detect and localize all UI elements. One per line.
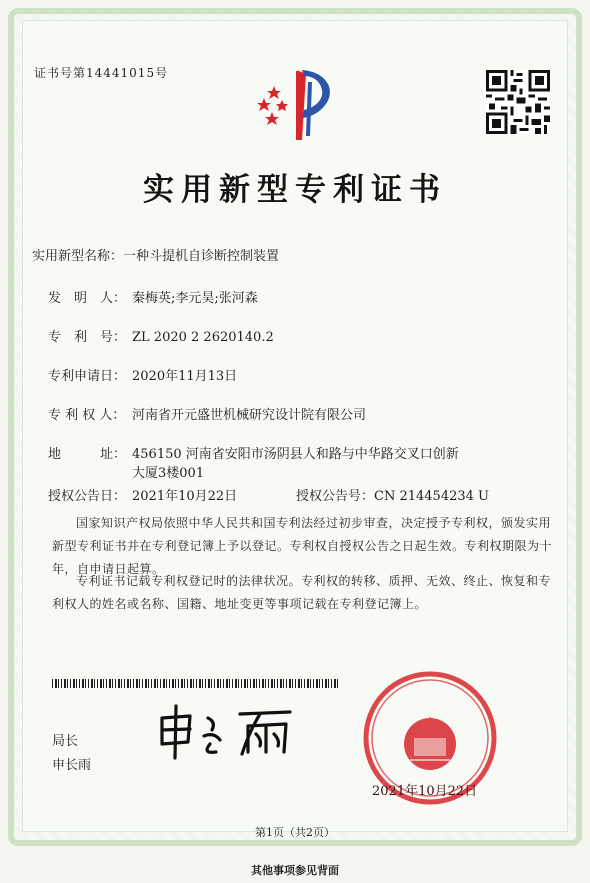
certificate-number: 证书号第14441015号 <box>34 66 169 80</box>
patent-number-row <box>48 326 274 345</box>
utility-model-name-row <box>32 245 279 264</box>
patentee-row <box>48 404 366 423</box>
legal-status-paragraph: 专利证书记载专利权登记时的法律状况。专利权的转移、质押、无效、终止、恢复和专利权人的姓名或名称、国籍、地址变更等事项记载在专利登记簿上。 <box>52 574 552 611</box>
filing-date-value: 2020年11月13日 <box>132 369 238 384</box>
cnipa-logo-icon <box>252 66 348 142</box>
inventor-row <box>48 287 258 306</box>
grant-date-value: 2021年10月22日 <box>132 489 238 504</box>
utility-model-name-label: 实用新型名称： <box>32 249 124 264</box>
address-label: 地 址： <box>48 447 127 462</box>
filing-date-label: 专利申请日： <box>48 369 127 384</box>
patentee-value: 河南省开元盛世机械研究设计院有限公司 <box>132 408 367 423</box>
grant-date-label: 授权公告日： <box>48 489 127 504</box>
address-line2: 大厦3楼001 <box>132 466 205 481</box>
footer-note: 其他事项参见背面 <box>251 864 339 877</box>
qr-code-icon <box>486 70 550 134</box>
address-line1: 456150 河南省安阳市汤阴县人和路与中华路交叉口创新 <box>132 447 459 462</box>
signer-name: 申长雨 <box>52 758 92 773</box>
inventor-value: 秦梅英;李元昊;张河森 <box>132 291 258 306</box>
inventor-label: 发 明 人： <box>48 291 127 306</box>
grant-statement-paragraph: 国家知识产权局依照中华人民共和国专利法经过初步审查，决定授予专利权，颁发实用新型专利证书并在专利登记簿上予以登记。专利权自授权公告之日起生效。专利权期限为十年，自申请日起算。 <box>52 516 553 576</box>
filing-date-row <box>48 365 237 384</box>
page-number: 第1页（共2页） <box>255 826 335 839</box>
address-row <box>48 443 459 462</box>
patent-number-label: 专 利 号： <box>48 330 127 345</box>
barcode-icon <box>52 679 338 688</box>
certificate-title: 实用新型专利证书 <box>143 172 447 208</box>
grant-number-label: 授权公告号： <box>296 489 375 504</box>
grant-number-value: CN 214454234 U <box>374 489 489 504</box>
utility-model-name-value: 一种斗提机自诊断控制装置 <box>123 249 280 264</box>
patentee-label: 专 利 权 人： <box>48 408 126 423</box>
handwritten-signature-icon <box>150 700 310 760</box>
grant-number-row <box>296 485 489 504</box>
patent-number-value: ZL 2020 2 2620140.2 <box>132 330 274 345</box>
grant-date-row <box>48 485 237 504</box>
seal-date: 2021年10月22日 <box>372 784 478 799</box>
signer-title: 局长 <box>52 734 79 749</box>
